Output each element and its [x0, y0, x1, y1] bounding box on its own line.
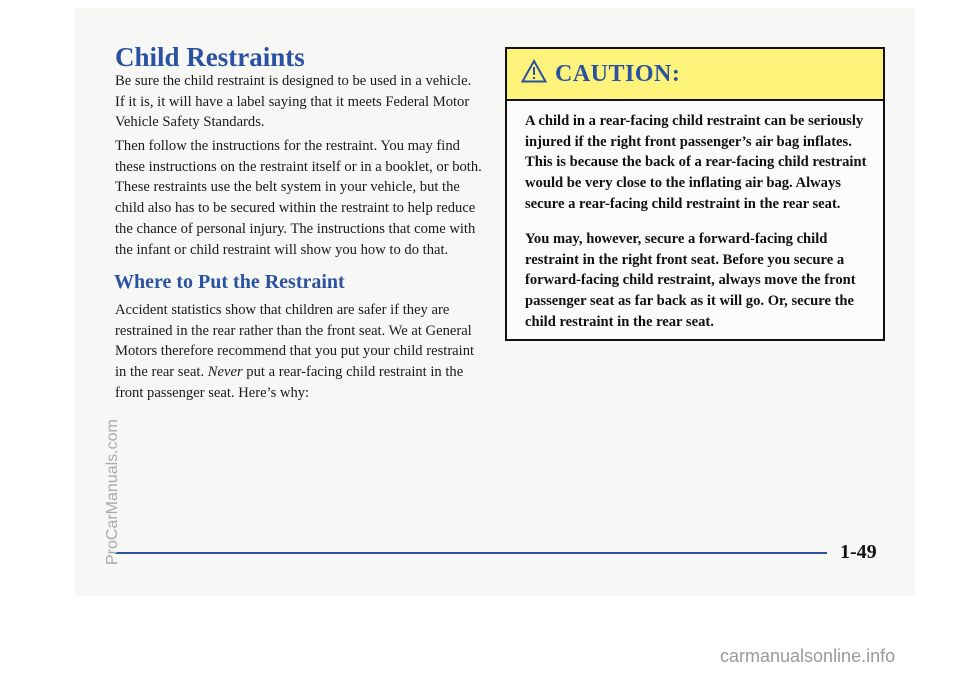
caution-title: CAUTION:: [555, 61, 681, 87]
warning-triangle-icon: [521, 59, 547, 83]
bottom-watermark: carmanualsonline.info: [720, 646, 896, 666]
page-title: Child Restraints: [115, 42, 305, 72]
caution-paragraph-2: You may, however, secure a forward-facing child restraint in the right front seat. Before you secure a forward-facing child restraint, always move the front passenger seat as far back as it will go. Or, secure the child restraint in the rear seat.: [525, 231, 856, 330]
intro-paragraph: Be sure the child restraint is designed to be used in a vehicle. If it is, it will have a label saying that it meets Federal Motor Vehicle Safety Standards.: [115, 73, 472, 131]
instructions-paragraph: Then follow the instructions for the restraint. You may find these instructions on the restraint itself or in a booklet, or both. These restraints use the belt system in your vehicle, but the child also has to be secured within the restraint to help reduce the chance of personal injury. The instructions that come with the infant or child restraint will show you how to do that.: [115, 138, 482, 258]
caution-paragraph-1: A child in a rear-facing child restraint can be seriously injured if the right front passenger’s air bag inflates. This is because the back of a rear-facing child restraint would be very close to the inflating air bag. Always secure a rear-facing child restraint in the rear seat.: [525, 113, 867, 212]
statistics-text-before: Accident statistics show that children are safer if they are restrained in the rear rather than the front seat. We at General Motors therefore recommend that you put your child restraint in the rear seat.: [115, 302, 475, 381]
statistics-text-after: put a rear-facing child restraint in the front passenger seat. Here’s why:: [115, 364, 464, 401]
page-number: 1-49: [840, 541, 877, 563]
side-watermark: ProCarManuals.com: [104, 419, 121, 565]
caution-header: [507, 49, 883, 101]
never-emphasis: Never: [207, 364, 243, 381]
statistics-paragraph: [115, 300, 483, 404]
section-subheading: Where to Put the Restraint: [114, 271, 345, 293]
footer-rule: [115, 552, 827, 554]
caution-box: [505, 47, 885, 341]
